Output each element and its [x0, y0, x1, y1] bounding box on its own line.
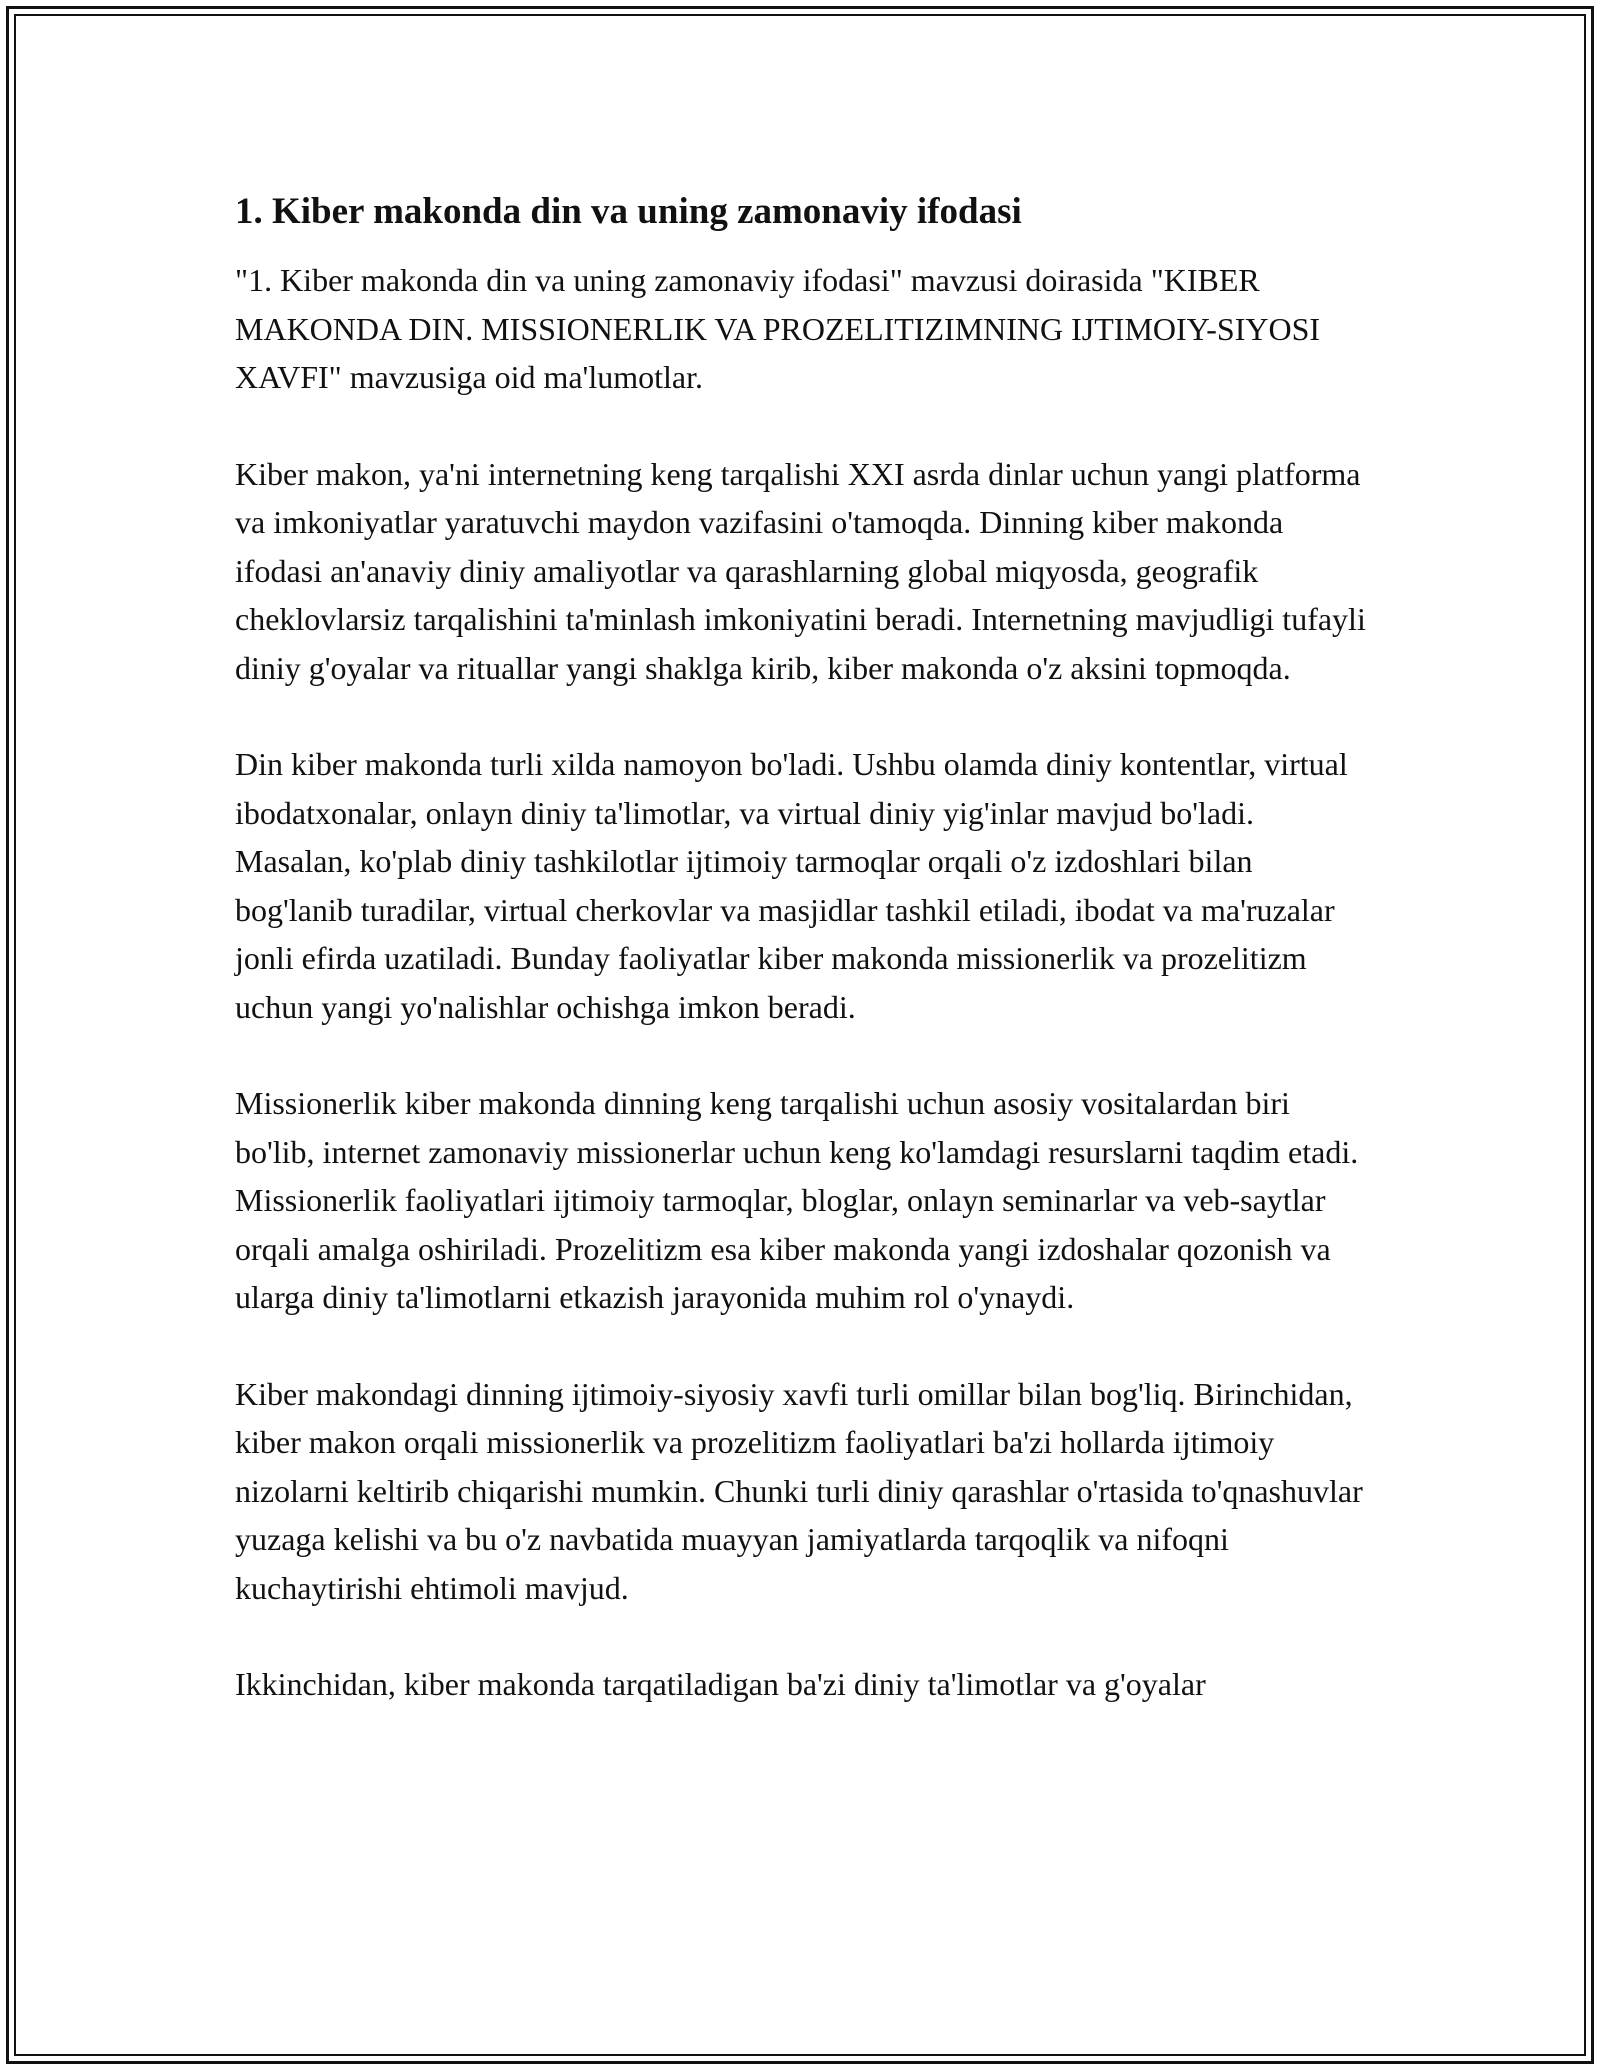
document-body: [235, 184, 1375, 1757]
paragraph-second-point: Ikkinchidan, kiber makonda tarqatiladigan ba'zi diniy ta'limotlar va g'oyalar: [235, 1666, 1206, 1702]
paragraph-cyberspace: Kiber makon, ya'ni internetning keng tarqalishi XXI asrda dinlar uchun yangi platforma va imkoniyatlar yaratuvchi maydon vazifasini o'tamoqda. Dinning kiber makonda ifodasi an'anaviy diniy amaliyotlar va qarashlarning global miqyosda, geografik cheklovlarsiz tarqalishini ta'minlash imkoniyatini beradi. Internetning mavjudligi tufayli diniy g'oyalar va rituallar yangi shaklga kirib, kiber makonda o'z aksini topmoqda.: [235, 455, 1366, 686]
paragraph-manifestation: Din kiber makonda turli xilda namoyon bo'ladi. Ushbu olamda diniy kontentlar, virtual ibodatxonalar, onlayn diniy ta'limotlar, va virtual diniy yig'inlar mavjud bo'ladi. Masalan, ko'plab diniy tashkilotlar ijtimoiy tarmoqlar orqali o'z izdoshlari bilan bog'lanib turadilar, virtual cherkovlar va masjidlar tashkil etiladi, ibodat va ma'ruzalar jonli efirda uzatiladi. Bunday faoliyatlar kiber makonda missionerlik va prozelitizm uchun yangi yo'nalishlar ochishga imkon beradi.: [235, 746, 1348, 1025]
section-heading: 1. Kiber makonda din va uning zamonaviy ifodasi: [235, 191, 1022, 232]
paragraph-missionary: Missionerlik kiber makonda dinning keng tarqalishi uchun asosiy vositalardan biri bo'lib, internet zamonaviy missionerlar uchun keng ko'lamdagi resurslarni taqdim etadi. Missionerlik faoliyatlari ijtimoiy tarmoqlar, bloglar, onlayn seminarlar va veb-saytlar orqali amalga oshiriladi. Prozelitizm esa kiber makonda yangi izdoshalar qozonish va ularga diniy ta'limotlarni etkazish jarayonida muhim rol o'ynaydi.: [235, 1085, 1359, 1315]
paragraph-sociopolitical-risk: Kiber makondagi dinning ijtimoiy-siyosiy xavfi turli omillar bilan bog'liq. Birinchidan, kiber makon orqali missionerlik va prozelitizm faoliyatlari ba'zi hollarda ijtimoiy nizolarni keltirib chiqarishi mumkin. Chunki turli diniy qarashlar o'rtasida to'qnashuvlar yuzaga kelishi va bu o'z navbatida muayyan jamiyatlarda tarqoqlik va nifoqni kuchaytirishi ehtimoli mavjud.: [235, 1375, 1363, 1606]
paragraph-intro: "1. Kiber makonda din va uning zamonaviy ifodasi" mavzusi doirasida "KIBER MAKONDA DIN. MISSIONERLIK VA PROZELITIZIMNING IJTIMOIY-SIYOSI XAVFI" mavzusiga oid ma'lumotlar.: [235, 262, 1321, 395]
